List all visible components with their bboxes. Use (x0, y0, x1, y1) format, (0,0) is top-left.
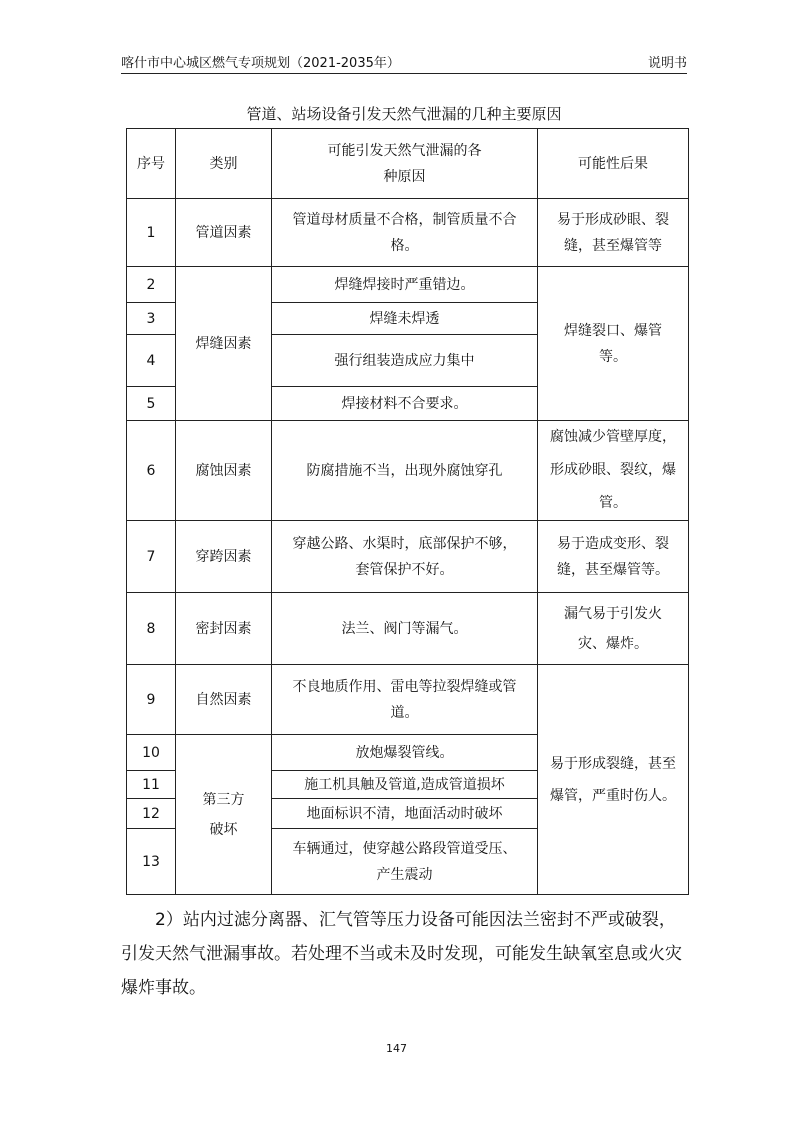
row-cause: 管道母材质量不合格，制管质量不合格。 (272, 199, 538, 267)
table-row (127, 421, 689, 521)
row-category: 第三方破坏 (176, 735, 272, 895)
row-cause: 防腐措施不当，出现外腐蚀穿孔 (272, 421, 538, 521)
row-consequence: 易于形成砂眼、裂缝，甚至爆管等 (538, 199, 689, 267)
table-row (127, 593, 689, 665)
row-cause: 施工机具触及管道,造成管道损坏 (272, 771, 538, 799)
row-category: 焊缝因素 (176, 267, 272, 421)
row-cause: 焊接材料不合要求。 (272, 387, 538, 421)
header-category: 类别 (176, 129, 272, 199)
row-category: 自然因素 (176, 665, 272, 735)
row-no: 6 (127, 421, 176, 521)
table-row (127, 199, 689, 267)
row-cause: 穿越公路、水渠时，底部保护不够，套管保护不好。 (272, 521, 538, 593)
row-category: 腐蚀因素 (176, 421, 272, 521)
row-no: 9 (127, 665, 176, 735)
row-cause: 焊缝焊接时严重错边。 (272, 267, 538, 303)
row-no: 13 (127, 829, 176, 895)
row-no: 11 (127, 771, 176, 799)
row-consequence: 易于造成变形、裂缝，甚至爆管等。 (538, 521, 689, 593)
row-consequence: 易于形成裂缝，甚至爆管，严重时伤人。 (538, 665, 689, 895)
body-paragraph: 2）站内过滤分离器、汇气管等压力设备可能因法兰密封不严或破裂，引发天然气泄漏事故。若处理不当或未及时发现，可能发生缺氧室息或火灾爆炸事故。 (121, 910, 682, 998)
row-category: 穿跨因素 (176, 521, 272, 593)
header-divider (121, 73, 687, 74)
row-no: 7 (127, 521, 176, 593)
row-cause: 地面标识不清，地面活动时破坏 (272, 799, 538, 829)
row-no: 5 (127, 387, 176, 421)
running-header-section: 说明书 (647, 56, 687, 71)
row-no: 12 (127, 799, 176, 829)
running-header-title: 喀什市中心城区燃气专项规划（2021-2035年） (121, 56, 400, 71)
row-no: 1 (127, 199, 176, 267)
row-no: 8 (127, 593, 176, 665)
row-no: 2 (127, 267, 176, 303)
table-header-row (127, 129, 689, 199)
table-row (127, 521, 689, 593)
row-no: 3 (127, 303, 176, 335)
row-cause: 车辆通过，使穿越公路段管道受压、产生震动 (272, 829, 538, 895)
table-row (127, 267, 689, 303)
row-no: 4 (127, 335, 176, 387)
page-number: 147 (386, 1042, 407, 1055)
header-causes: 可能引发天然气泄漏的各种原因 (272, 129, 538, 199)
row-cause: 放炮爆裂管线。 (272, 735, 538, 771)
row-cause: 强行组装造成应力集中 (272, 335, 538, 387)
row-cause: 不良地质作用、雷电等拉裂焊缝或管道。 (272, 665, 538, 735)
header-consequence: 可能性后果 (538, 129, 689, 199)
row-cause: 焊缝未焊透 (272, 303, 538, 335)
table-row (127, 665, 689, 735)
row-cause: 法兰、阀门等漏气。 (272, 593, 538, 665)
table-caption: 管道、站场设备引发天然气泄漏的几种主要原因 (246, 105, 562, 123)
row-consequence: 漏气易于引发火灾、爆炸。 (538, 593, 689, 665)
leak-causes-table (126, 128, 689, 895)
row-category: 密封因素 (176, 593, 272, 665)
header-no: 序号 (127, 129, 176, 199)
row-consequence: 焊缝裂口、爆管等。 (538, 267, 689, 421)
row-consequence: 腐蚀减少管壁厚度，形成砂眼、裂纹，爆管。 (538, 421, 689, 521)
row-no: 10 (127, 735, 176, 771)
row-category: 管道因素 (176, 199, 272, 267)
